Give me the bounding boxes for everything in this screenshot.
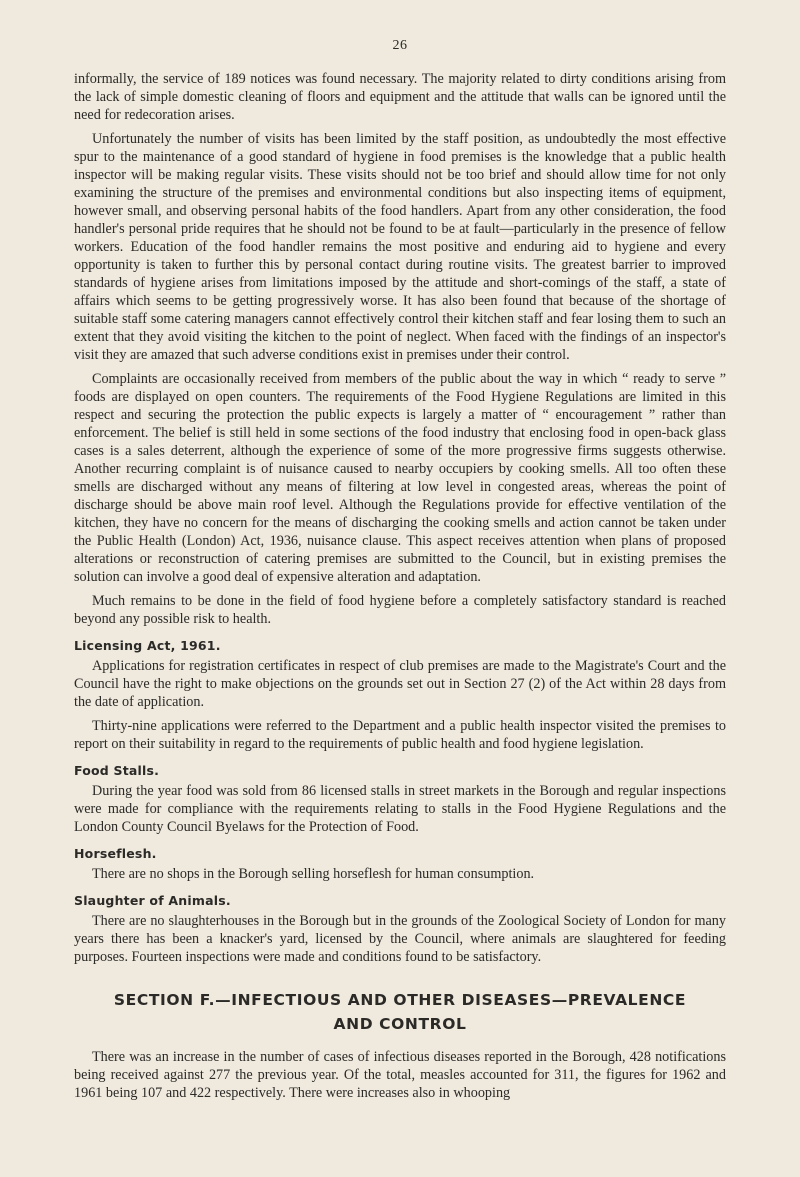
- paragraph-slaughter: There are no slaughterhouses in the Borough but in the grounds of the Zoological Society of London for many years there has been a knacker's yard, licensed by the Council, where animals are slaughtered for feeding purposes. Fourteen inspections were made and conditions found to be satisfactory.: [74, 913, 726, 965]
- paragraph-visits: Unfortunately the number of visits has been limited by the staff position, as undoubtedly the most effective spur to the maintenance of a good standard of hygiene in food premises is the knowledge that a public health inspector will be making regular visits. These visits should not be too brief and should allow time for not only examining the structure of the premises and environmental conditions but also inspecting items of equipment, however small, and observing personal habits of the food handlers. Apart from any other consideration, the food handler's personal pride requires that he should not be found to be at fault—particularly in the presence of fellow workers. Education of the food handler remains the most positive and enduring aid to hygiene and every opportunity is taken to further this by personal contact during routine visits. The greatest barrier to improved standards of hygiene arises from limitations imposed by the attitude and short-comings of the staff, a state of affairs which seems to be getting progressively worse. It has also been found that because of the shortage of suitable staff some catering managers cannot effectively control their kitchen staff and fear losing them to such an extent that they avoid visiting the kitchen to the point of neglect. When faced with the findings of an inspector's visit they are amazed that such adverse conditions exist in premises under their control.: [74, 131, 726, 363]
- heading-slaughter-of-animals: Slaughter of Animals.: [74, 893, 231, 908]
- paragraph-licensing-2: Thirty-nine applications were referred to the Department and a public health inspector visited the premises to report on their suitability in regard to the requirements of public health and food hygiene legislation.: [74, 718, 726, 752]
- section-f-heading: [74, 988, 726, 1036]
- heading-licensing-act: Licensing Act, 1961.: [74, 638, 221, 653]
- paragraph-complaints: Complaints are occasionally received from members of the public about the way in which “ ready to serve ” foods are displayed on open counters. The requirements of the Food Hygiene Regulations are limited in this respect and securing the protection the public expects is largely a matter of “ encouragement ” rather than enforcement. The belief is still held in some sections of the food industry that enclosing food in open-back glass cases is a sales deterrent, although the experience of some of the more progressive firms suggests otherwise. Another recurring complaint is of nuisance caused to nearby occupiers by cooking smells. All too often these smells are discharged without any means of filtering at low level in congested areas, whereas the point of discharge should be above main roof level. Although the Regulations provide for effective ventilation of the kitchen, they have no concern for the means of discharging the cooking smells and action cannot be taken under the Public Health (London) Act, 1936, nuisance clause. This aspect receives attention when plans of proposed alterations or reconstruction of catering premises are submitted to the Council, but in existing premises the solution can involve a good deal of expensive alteration and adaptation.: [74, 371, 726, 585]
- paragraph-licensing-1: Applications for registration certificates in respect of club premises are made to the Magistrate's Court and the Council have the right to make objections on the grounds set out in Section 27 (2) of the Act within 28 days from the date of application.: [74, 658, 726, 710]
- section-f-heading-line-1: SECTION F.—INFECTIOUS AND OTHER DISEASES—PREVALENCE: [113, 991, 687, 1009]
- paragraph-food-hygiene-summary: Much remains to be done in the field of food hygiene before a completely satisfactory standard is reached beyond any possible risk to health.: [74, 593, 726, 627]
- paragraph-food-stalls: During the year food was sold from 86 licensed stalls in street markets in the Borough and regular inspections were made for compliance with the requirements relating to stalls in the Food Hygiene Regulations and the London County Council Byelaws for the Protection of Food.: [74, 783, 726, 835]
- heading-food-stalls: Food Stalls.: [74, 763, 160, 778]
- paragraph-horseflesh: There are no shops in the Borough selling horseflesh for human consumption.: [92, 866, 535, 882]
- paragraph-continuation: informally, the service of 189 notices was found necessary. The majority related to dirty conditions arising from the lack of simple domestic cleaning of floors and equipment and the attitude that walls can be ignored until the need for redecoration arises.: [74, 71, 726, 123]
- page-number: 26: [392, 38, 408, 53]
- heading-horseflesh: Horseflesh.: [74, 846, 157, 861]
- section-f-heading-line-2: AND CONTROL: [333, 1015, 467, 1033]
- page-body: [74, 70, 726, 1108]
- paragraph-section-f: There was an increase in the number of cases of infectious diseases reported in the Borough, 428 notifications being received against 277 the previous year. Of the total, measles accounted for 311, the figures for 1962 and 1961 being 107 and 422 respectively. There were increases also in whooping: [74, 1049, 726, 1101]
